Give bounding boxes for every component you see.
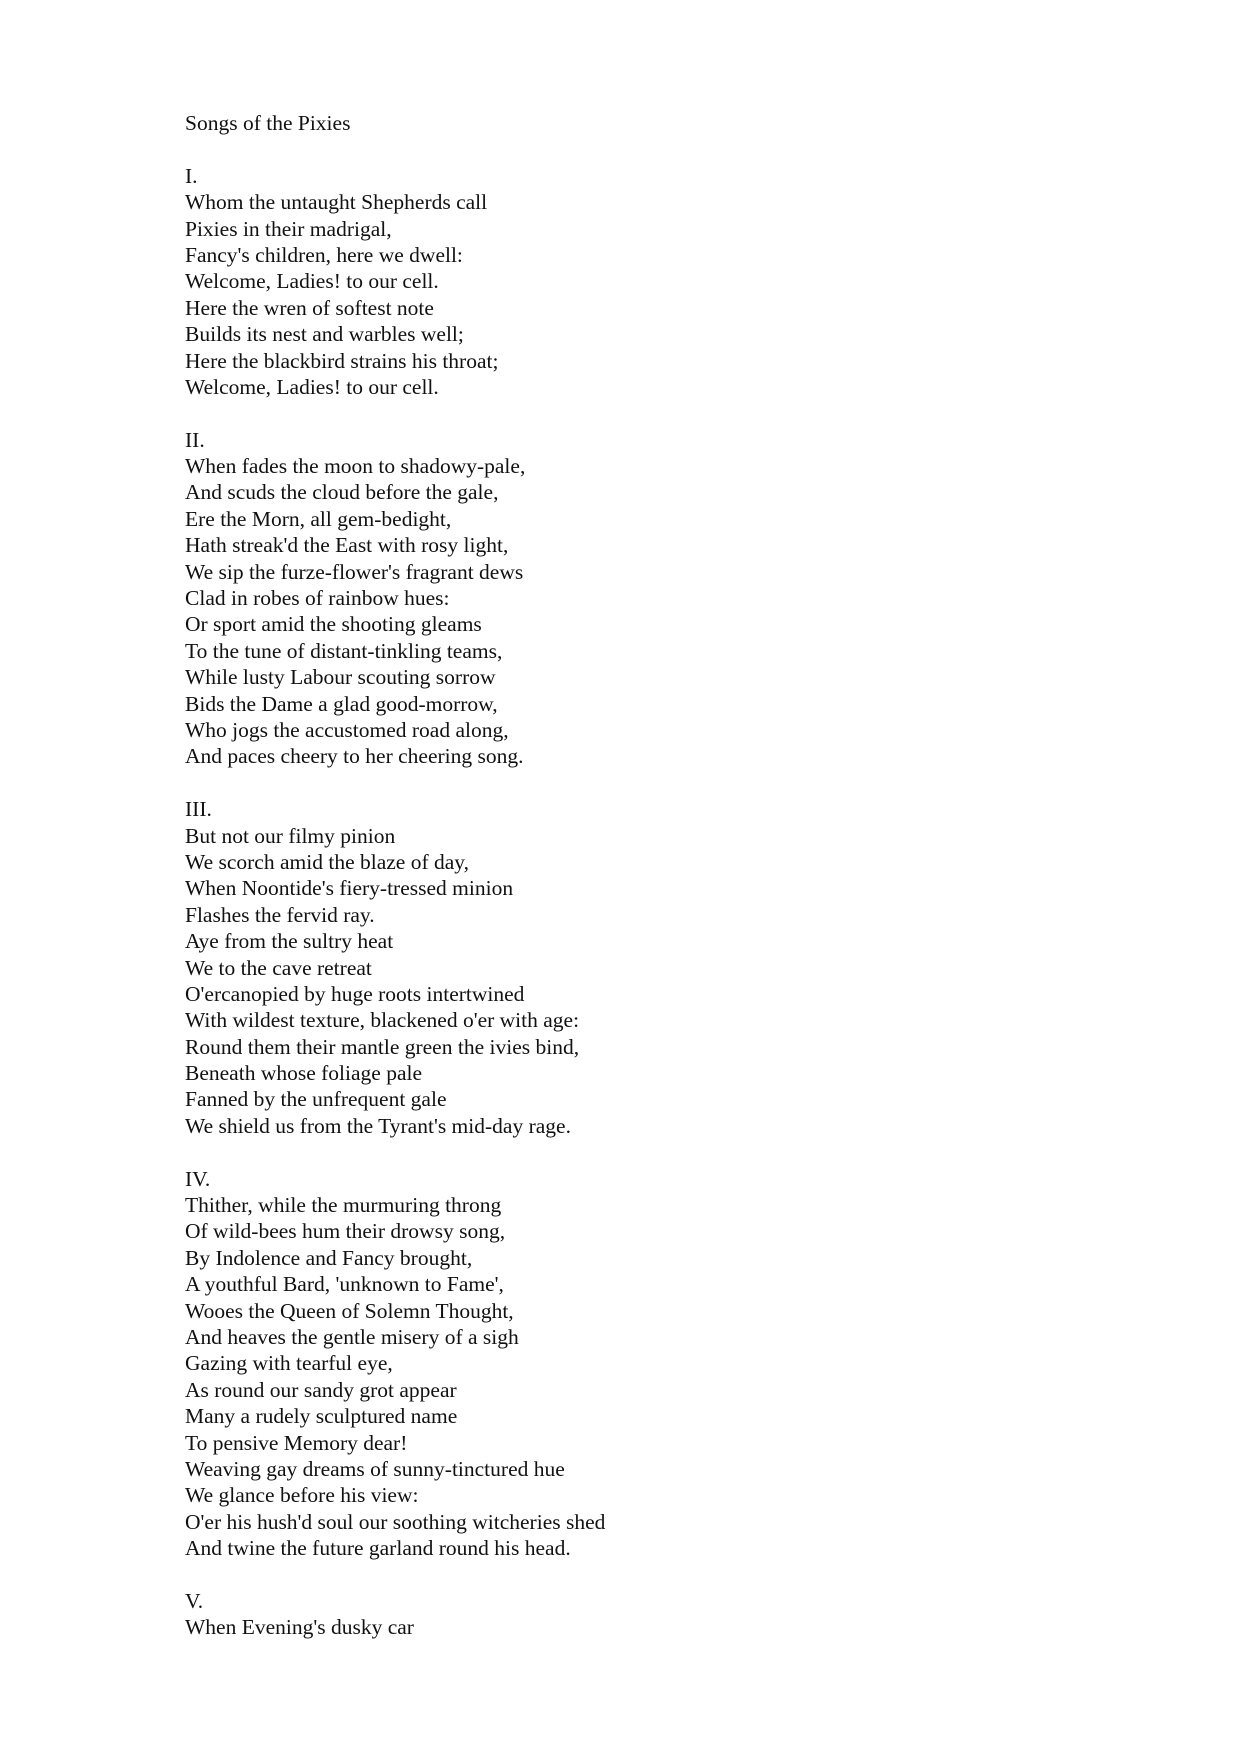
verse-line: With wildest texture, blackened o'er with age: — [185, 1008, 580, 1033]
verse-line: And paces cheery to her cheering song. — [185, 744, 524, 769]
verse-line: Flashes the fervid ray. — [185, 902, 375, 927]
verse-line: Or sport amid the shooting gleams — [185, 612, 482, 637]
verse-line: When Evening's dusky car — [185, 1615, 414, 1640]
verse-line: Welcome, Ladies! to our cell. — [185, 269, 439, 294]
verse-line: We shield us from the Tyrant's mid-day rage. — [185, 1113, 571, 1138]
verse-line: Pixies in their madrigal, — [185, 216, 392, 241]
stanza-numeral: IV. — [185, 1166, 211, 1191]
verse-line: Who jogs the accustomed road along, — [185, 717, 509, 742]
verse-line: O'ercanopied by huge roots intertwined — [185, 981, 525, 1006]
verse-line: Beneath whose foliage pale — [185, 1061, 423, 1086]
verse-line: O'er his hush'd soul our soothing witcheries shed — [185, 1509, 606, 1534]
verse-line: Builds its nest and warbles well; — [185, 322, 464, 347]
verse-line: We to the cave retreat — [185, 955, 372, 980]
verse-line: When Noontide's fiery-tressed minion — [185, 876, 514, 901]
verse-line: When fades the moon to shadowy-pale, — [185, 454, 526, 479]
poem-text — [185, 110, 1185, 1667]
verse-line: As round our sandy grot appear — [185, 1377, 457, 1402]
verse-line: And heaves the gentle misery of a sigh — [185, 1324, 519, 1349]
verse-line: To the tune of distant-tinkling teams, — [185, 638, 503, 663]
poem-title: Songs of the Pixies — [185, 111, 351, 135]
verse-line: Bids the Dame a glad good-morrow, — [185, 691, 498, 716]
verse-line: Wooes the Queen of Solemn Thought, — [185, 1298, 514, 1323]
verse-line: Many a rudely sculptured name — [185, 1404, 458, 1429]
verse-line: Of wild-bees hum their drowsy song, — [185, 1219, 506, 1244]
verse-line: And scuds the cloud before the gale, — [185, 480, 499, 505]
verse-line: Round them their mantle green the ivies bind, — [185, 1034, 580, 1059]
verse-line: To pensive Memory dear! — [185, 1430, 408, 1455]
verse-line: Gazing with tearful eye, — [185, 1351, 393, 1376]
verse-line: Here the wren of softest note — [185, 295, 434, 320]
verse-line: While lusty Labour scouting sorrow — [185, 665, 496, 690]
verse-line: We glance before his view: — [185, 1483, 419, 1508]
stanza — [185, 796, 1185, 1139]
verse-line: Welcome, Ladies! to our cell. — [185, 374, 439, 399]
verse-line: We scorch amid the blaze of day, — [185, 849, 470, 874]
verse-line: By Indolence and Fancy brought, — [185, 1245, 473, 1270]
verse-line: Fanned by the unfrequent gale — [185, 1087, 447, 1112]
verse-line: Thither, while the murmuring throng — [185, 1193, 502, 1218]
verse-line: We sip the furze-flower's fragrant dews — [185, 559, 524, 584]
stanza-numeral: III. — [185, 797, 212, 822]
verse-line: Here the blackbird strains his throat; — [185, 348, 499, 373]
verse-line: But not our filmy pinion — [185, 823, 396, 848]
stanza — [185, 1166, 1185, 1562]
stanza — [185, 1588, 1185, 1641]
verse-line: Weaving gay dreams of sunny-tinctured hue — [185, 1456, 565, 1481]
stanza-numeral: I. — [185, 163, 198, 188]
verse-line: Clad in robes of rainbow hues: — [185, 586, 450, 611]
stanza-numeral: II. — [185, 427, 205, 452]
verse-line: And twine the future garland round his head. — [185, 1536, 571, 1561]
stanza — [185, 163, 1185, 401]
stanza — [185, 427, 1185, 770]
stanza-list — [185, 163, 1185, 1641]
verse-line: Aye from the sultry heat — [185, 929, 394, 954]
stanza-numeral: V. — [185, 1588, 204, 1613]
verse-line: Hath streak'd the East with rosy light, — [185, 533, 509, 558]
verse-line: Ere the Morn, all gem-bedight, — [185, 506, 452, 531]
verse-line: Fancy's children, here we dwell: — [185, 242, 463, 267]
verse-line: A youthful Bard, 'unknown to Fame', — [185, 1272, 504, 1297]
verse-line: Whom the untaught Shepherds call — [185, 190, 488, 215]
